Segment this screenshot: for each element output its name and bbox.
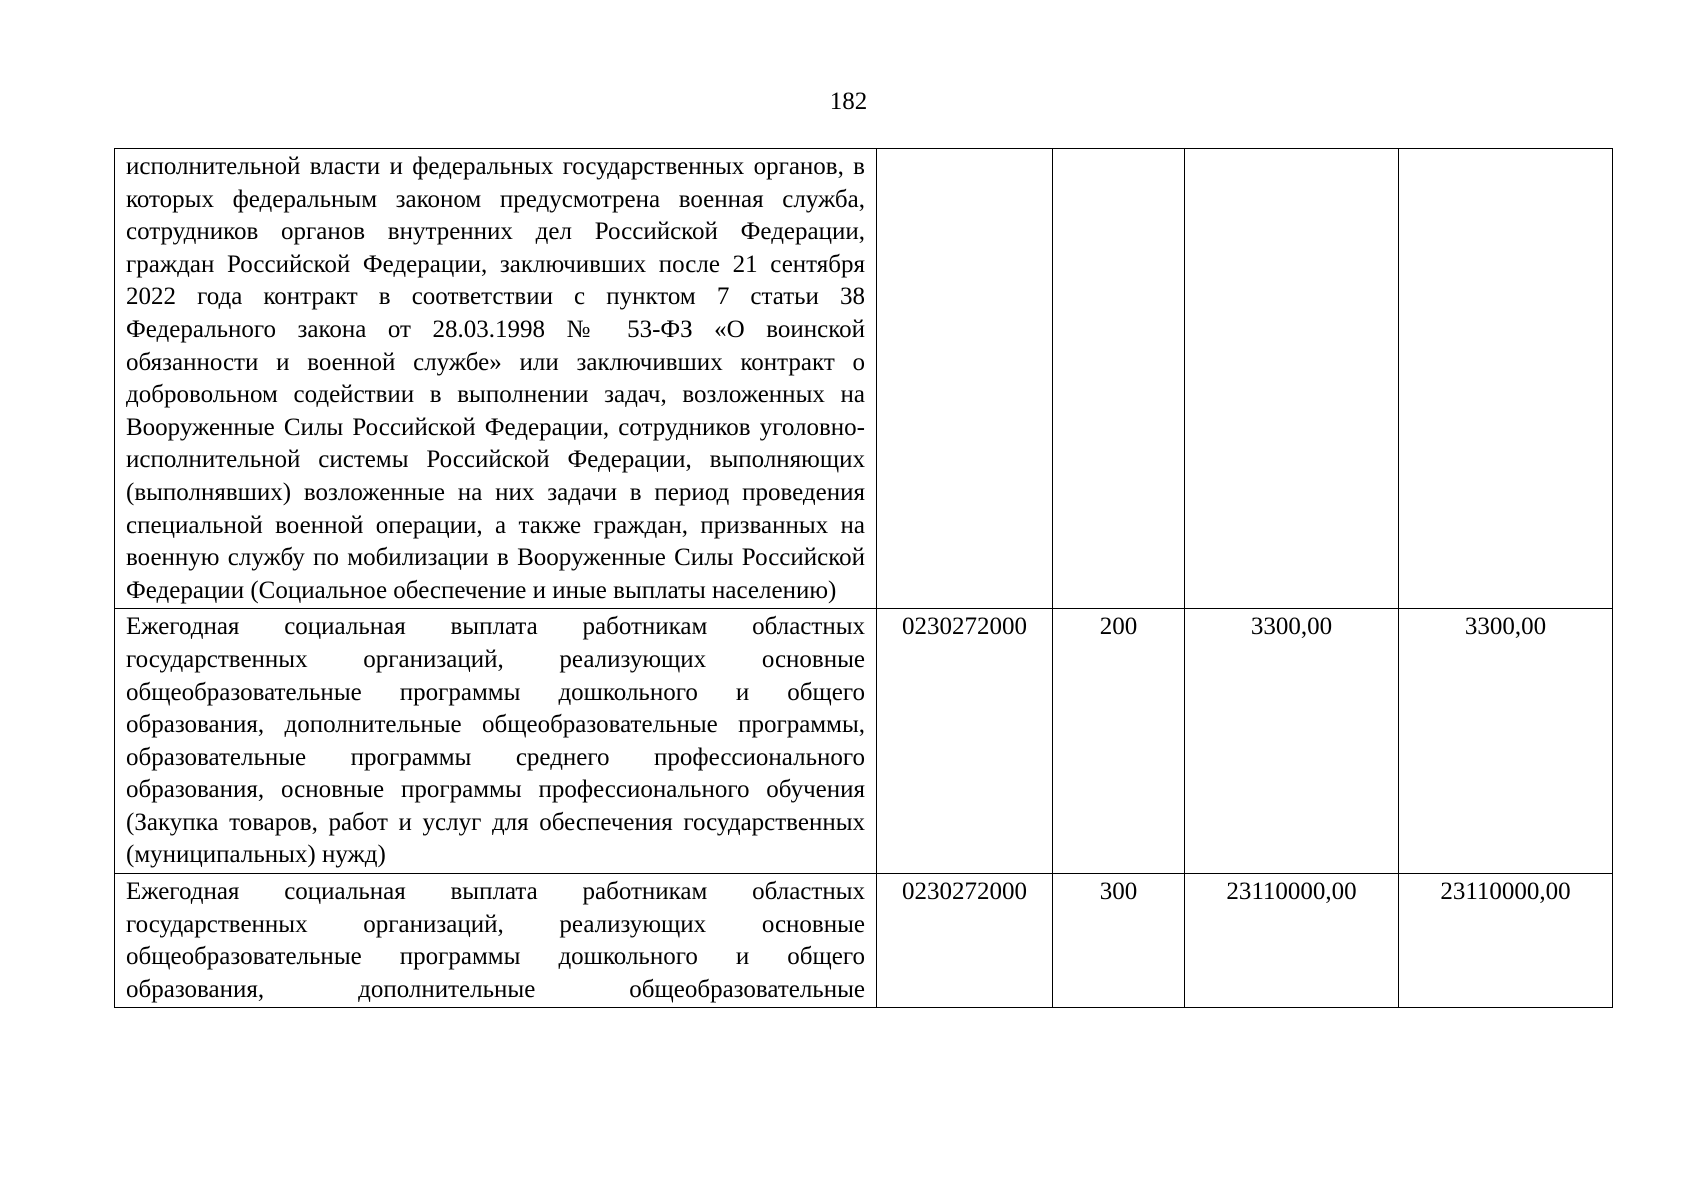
row-description: Ежегодная социальная выплата работникам областных государственных организаций, реализующих основные общеобразовательные программы дошкольного и общего образования, дополнительные общеобразовательные: [115, 874, 877, 1008]
expense-type-code: 200: [1053, 609, 1185, 874]
row-description: Ежегодная социальная выплата работникам областных государственных организаций, реализующих основные общеобразовательные программы дошкольного и общего образования, дополнительные общеобразовательные программы, образовательные программы среднего профессионального образования, основные программы профессионального обучения (Закупка товаров, работ и услуг для обеспечения государственных (муниципальных) нужд): [115, 609, 877, 874]
target-article-code: 0230272000: [877, 874, 1053, 1008]
budget-table: [114, 148, 1613, 1008]
amount-year-1: 3300,00: [1185, 609, 1399, 874]
amount-year-2: [1399, 149, 1613, 609]
amount-year-1: [1185, 149, 1399, 609]
table-row: [115, 609, 1613, 874]
target-article-code: [877, 149, 1053, 609]
page-number: 182: [829, 88, 868, 115]
amount-year-2: 23110000,00: [1399, 874, 1613, 1008]
expense-type-code: [1053, 149, 1185, 609]
table-row: [115, 874, 1613, 1008]
amount-year-2: 3300,00: [1399, 609, 1613, 874]
table-row: [115, 149, 1613, 609]
amount-year-1: 23110000,00: [1185, 874, 1399, 1008]
row-description: исполнительной власти и федеральных государственных органов, в которых федеральным законом предусмотрена военная служба, сотрудников органов внутренних дел Российской Федерации, граждан Российской Федерации, заключивших после 21 сентября 2022 года контракт в соответствии с пунктом 7 статьи 38 Федерального закона от 28.03.1998 № 53-ФЗ «О воинской обязанности и военной службе» или заключивших контракт о добровольном содействии в выполнении задач, возложенных на Вооруженные Силы Российской Федерации, сотрудников уголовно-исполнительной системы Российской Федерации, выполняющих (выполнявших) возложенные на них задачи в период проведения специальной военной операции, а также граждан, призванных на военную службу по мобилизации в Вооруженные Силы Российской Федерации (Социальное обеспечение и иные выплаты населению): [115, 149, 877, 609]
expense-type-code: 300: [1053, 874, 1185, 1008]
target-article-code: 0230272000: [877, 609, 1053, 874]
